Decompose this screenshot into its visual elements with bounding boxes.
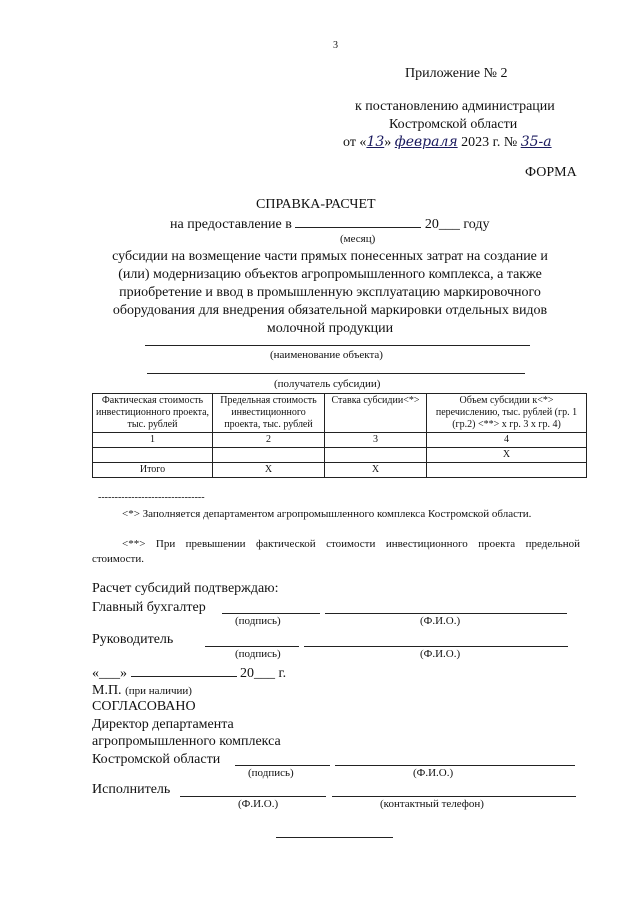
header-rate: Ставка субсидии<*> — [325, 394, 427, 433]
agreed-line1: Директор департамента — [92, 717, 234, 732]
subject-line: приобретение и ввод в промышленную эксплуатацию маркировочного — [119, 285, 541, 300]
page-number: 3 — [333, 40, 338, 51]
date-year-blank: 20___ г. — [240, 666, 287, 681]
appendix-title: Приложение № 2 — [405, 66, 508, 81]
table-cell — [93, 448, 213, 463]
recipient-hint: (получатель субсидии) — [274, 378, 381, 390]
subject-line: субсидии на возмещение части прямых понесенных затрат на создание и — [112, 249, 548, 264]
calculation-table — [92, 393, 587, 478]
sign-hint: (подпись) — [235, 615, 281, 627]
chief-accountant-label: Главный бухгалтер — [92, 600, 206, 615]
closing-line — [276, 837, 393, 838]
executor-phone-line — [332, 796, 576, 797]
sign-hint: (подпись) — [248, 767, 294, 779]
subject-line: оборудования для внедрения обязательной маркировки отдельных видов — [112, 303, 548, 318]
name-hint: (Ф.И.О.) — [420, 615, 461, 627]
table-cell: 4 — [427, 433, 587, 448]
table-total-row — [93, 463, 587, 478]
object-line — [145, 345, 530, 346]
agreed-name-line — [335, 765, 575, 766]
footnote-1: <*> Заполняется департаментом агропромышленного комплекса Костромской области. — [122, 508, 532, 520]
executor-phone-hint: (контактный телефон) — [380, 798, 484, 810]
date-month-blank — [131, 664, 237, 677]
chief-name-line — [325, 613, 567, 614]
period-line — [170, 215, 489, 233]
confirm-heading: Расчет субсидий подтверждаю: — [92, 581, 279, 596]
stamp-hint: (при наличии) — [125, 685, 192, 697]
appendix-date — [343, 134, 552, 151]
recipient-line — [147, 373, 525, 374]
appendix-line1: к постановлению администрации — [355, 99, 555, 114]
footnote-separator: -------------------------------- — [98, 492, 205, 503]
sign-hint: (подпись) — [235, 648, 281, 660]
executor-name-hint: (Ф.И.О.) — [238, 798, 279, 810]
month-hint: (месяц) — [340, 233, 376, 245]
month-blank — [295, 215, 421, 228]
date-line — [92, 664, 286, 682]
stamp-label: М.П. — [92, 683, 122, 698]
executor-name-line — [180, 796, 326, 797]
stamp-line — [92, 683, 192, 699]
table-header-row — [93, 394, 587, 433]
header-limit-cost: Предельная стоимость инвестиционного проекта, тыс. рублей — [213, 394, 325, 433]
period-prefix: на предоставление в — [170, 217, 292, 232]
table-row — [93, 448, 587, 463]
table-number-row — [93, 433, 587, 448]
head-label: Руководитель — [92, 632, 174, 647]
table-cell — [213, 448, 325, 463]
agreed-heading: СОГЛАСОВАНО — [92, 699, 196, 714]
appendix-line2: Костромской области — [389, 117, 518, 132]
agreed-sign-line — [235, 765, 330, 766]
period-year: 20___ году — [424, 217, 490, 232]
table-cell: X — [325, 463, 427, 478]
table-cell: 1 — [93, 433, 213, 448]
date-prefix: от « — [343, 135, 367, 150]
header-actual-cost: Фактическая стоимость инвестиционного проекта, тыс. рублей — [93, 394, 213, 433]
table-cell: X — [213, 463, 325, 478]
name-hint: (Ф.И.О.) — [420, 648, 461, 660]
table-cell — [427, 463, 587, 478]
subject-block — [80, 248, 580, 338]
header-subsidy-amount: Объем субсидии к<*> перечислению, тыс. рублей (гр. 1 (гр.2) <**> x гр. 3 x гр. 4) — [427, 394, 587, 433]
head-sign-line — [205, 646, 299, 647]
date-month: февраля — [394, 134, 458, 150]
date-number: 35-а — [520, 134, 552, 150]
document-title: СПРАВКА-РАСЧЕТ — [256, 197, 376, 212]
table-cell: 3 — [325, 433, 427, 448]
footnote-2: <**> При превышении фактической стоимости инвестиционного проекта предельной стоимости. — [92, 538, 580, 565]
head-name-line — [304, 646, 568, 647]
date-mid: » — [384, 135, 392, 150]
agreed-line3: Костромской области — [92, 752, 221, 767]
agreed-line2: агропромышленного комплекса — [92, 734, 281, 749]
executor-label: Исполнитель — [92, 782, 171, 797]
table-cell — [325, 448, 427, 463]
name-hint: (Ф.И.О.) — [413, 767, 454, 779]
date-day-blank: «___» — [92, 666, 127, 681]
date-year: 2023 г. № — [461, 135, 518, 150]
subject-line: молочной продукции — [266, 321, 394, 336]
table-cell: X — [427, 448, 587, 463]
object-hint: (наименование объекта) — [270, 349, 383, 361]
chief-sign-line — [222, 613, 320, 614]
form-label: ФОРМА — [525, 165, 577, 180]
date-day: 13 — [366, 134, 385, 150]
subject-line: (или) модернизацию объектов агропромышленного комплекса, а также — [118, 267, 542, 282]
table-cell: Итого — [93, 463, 213, 478]
table-cell: 2 — [213, 433, 325, 448]
